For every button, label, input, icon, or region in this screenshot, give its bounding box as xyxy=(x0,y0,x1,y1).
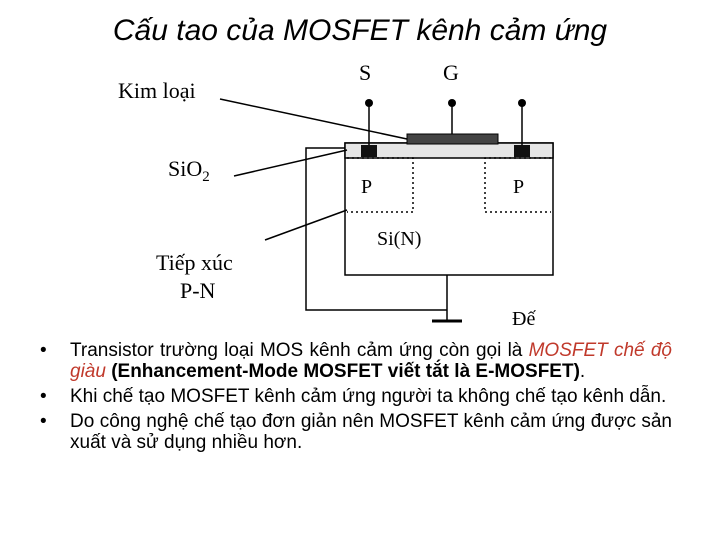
label-metal: Kim loại xyxy=(118,78,196,103)
bullet-dot-icon: • xyxy=(40,340,47,361)
gate-terminal xyxy=(448,99,456,107)
bullet-item-3: • Do công nghệ chế tạo đơn giản nên MOSFET kênh cảm ứng được sản xuất và sử dụng nhiều hơn. xyxy=(40,411,672,453)
gate-metal xyxy=(407,134,498,144)
label-contact-line2: P-N xyxy=(180,278,216,303)
pointer-metal xyxy=(220,99,407,139)
page-title: Cấu tao của MOSFET kênh cảm ứng xyxy=(112,14,608,47)
bullet-item-2: • Khi chế tạo MOSFET kênh cảm ứng người ta không chế tạo kênh dẫn. xyxy=(40,386,667,407)
bold-note: (Enhancement-Mode MOSFET viết tắt là E-MOSFET) xyxy=(105,361,580,382)
highlight-term: MOSFET chế độ giàu xyxy=(70,340,672,382)
label-p-right: P xyxy=(513,176,525,198)
bullet-dot-icon: • xyxy=(40,411,47,432)
label-gate: G xyxy=(443,60,459,85)
label-source: S xyxy=(359,60,372,85)
label-substrate: Đế xyxy=(512,308,536,330)
source-contact xyxy=(361,145,377,157)
drain-terminal xyxy=(518,99,526,107)
label-contact-line1: Tiếp xúc xyxy=(156,250,233,275)
drain-contact xyxy=(514,145,530,157)
bullet-dot-icon: • xyxy=(40,386,47,407)
bullet-item-1: • Transistor trường loại MOS kênh cảm ứng còn gọi là MOSFET chế độ giàu (Enhancement-Mode MOSFET viết tắt là E-MOSFET). xyxy=(40,340,672,382)
label-substrate-material: Si(N) xyxy=(377,228,422,250)
bullet-list xyxy=(40,340,672,457)
label-p-left: P xyxy=(361,176,373,198)
label-sio2: SiO$_2$ xyxy=(168,156,210,185)
source-terminal xyxy=(365,99,373,107)
pointer-sio2 xyxy=(234,150,347,176)
substrate-body xyxy=(345,143,553,275)
